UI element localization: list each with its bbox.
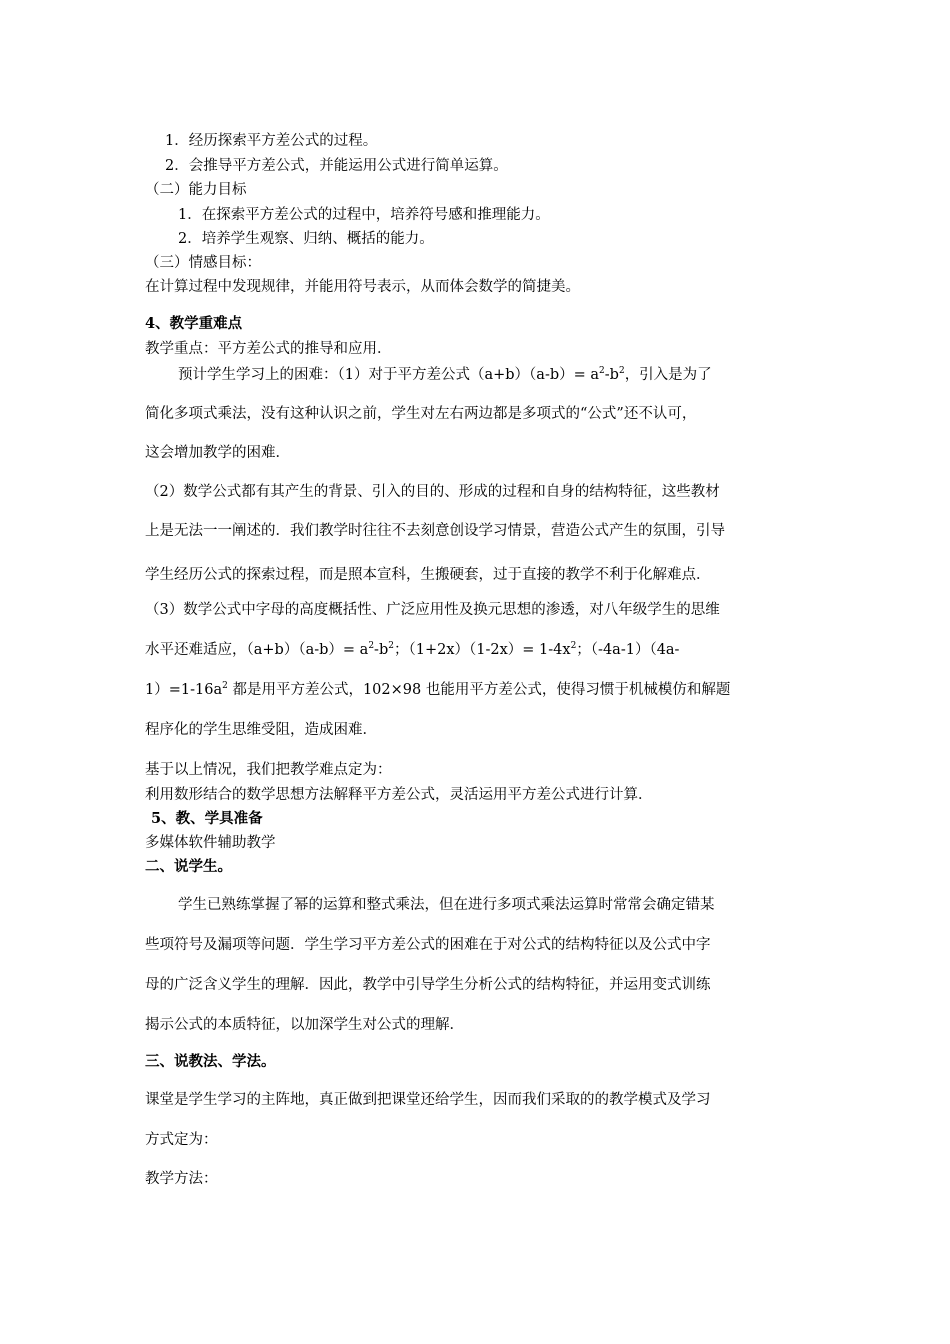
heading-students: 二、说学生。 <box>145 858 232 875</box>
superscript: 2 <box>368 641 375 651</box>
paragraph-line: 学生经历公式的探索过程，而是照本宣科，生搬硬套，过于直接的教学不利于化解难点． <box>145 567 711 583</box>
paragraph-line: （3）数学公式中字母的高度概括性、广泛应用性及换元思想的渗透，对八年级学生的思维 <box>145 602 720 618</box>
paragraph-line: 简化多项式乘法，没有这种认识之前，学生对左右两边都是多项式的“公式”还不认可， <box>145 406 697 422</box>
materials-text: 多媒体软件辅助教学 <box>145 835 276 851</box>
difficulty-intro-tail: ，引入是为了 <box>624 367 712 383</box>
superscript: 2 <box>618 366 625 376</box>
teaching-method-label: 教学方法： <box>145 1171 218 1187</box>
paragraph-line: 课堂是学生学习的主阵地，真正做到把课堂还给学生，因而我们采取的的教学模式及学习 <box>145 1092 711 1108</box>
heading-key-difficulties: 4、教学重难点 <box>145 315 243 332</box>
section-heading-ability: （二）能力目标 <box>145 182 247 198</box>
heading-materials: 5、教、学具准备 <box>151 810 263 827</box>
objective-item-2: 2．会推导平方差公式，并能运用公式进行简单运算。 <box>165 158 508 174</box>
formula-text: ；（-4a-1）（4a- <box>576 642 680 658</box>
paragraph-line: 程序化的学生思维受阻，造成困难． <box>145 722 377 738</box>
paragraph-line: 学生已熟练掌握了幂的运算和整式乘法，但在进行多项式乘法运算时常常会确定错某 <box>178 897 715 913</box>
emotion-text: 在计算过程中发现规律，并能用符号表示，从而体会数学的简捷美。 <box>145 279 580 295</box>
key-point-text: 教学重点：平方差公式的推导和应用． <box>145 341 392 357</box>
paragraph-line: 方式定为： <box>145 1132 218 1148</box>
formula-text: ；（1+2x）（1-2x）= 1-4x <box>393 642 571 658</box>
formula-text: 都是用平方差公式，102×98 也能用平方差公式，使得习惯于机械模仿和解题 <box>227 682 731 698</box>
ability-item-1: 1．在探索平方差公式的过程中，培养符号感和推理能力。 <box>178 207 550 223</box>
superscript: 2 <box>570 641 577 651</box>
superscript: 2 <box>388 641 394 651</box>
paragraph-line: 利用数形结合的数学思想方法解释平方差公式，灵活运用平方差公式进行计算． <box>145 787 653 803</box>
superscript: 2 <box>222 681 228 691</box>
paragraph-line: 些项符号及漏项等问题．学生学习平方差公式的困难在于对公式的结构特征以及公式中字 <box>145 937 711 953</box>
section-heading-emotion: （三）情感目标： <box>145 255 261 271</box>
paragraph-line: （2）数学公式都有其产生的背景、引入的目的、形成的过程和自身的结构特征，这些教材 <box>145 484 720 500</box>
superscript: 2 <box>599 366 605 376</box>
formula-text: 水平还难适应，（a+b）（a-b）= a <box>145 642 369 658</box>
heading-methods: 三、说教法、学法。 <box>145 1053 276 1070</box>
paragraph-line: 基于以上情况，我们把教学难点定为： <box>145 762 392 778</box>
formula-text: -b <box>604 367 619 383</box>
difficulty-intro-text: 预计学生学习上的困难：（1）对于平方差公式（a+b）（a-b）= a <box>178 367 600 383</box>
paragraph-line: 上是无法一一阐述的．我们教学时往往不去刻意创设学习情景，营造公式产生的氛围，引导 <box>145 523 725 539</box>
paragraph-line: 母的广泛含义学生的理解．因此，教学中引导学生分析公式的结构特征，并运用变式训练 <box>145 977 711 993</box>
paragraph-line: 揭示公式的本质特征，以加深学生对公式的理解． <box>145 1017 464 1033</box>
formula-text: -b <box>374 642 389 658</box>
ability-item-2: 2．培养学生观察、归纳、概括的能力。 <box>178 231 434 247</box>
formula-examples-line <box>145 641 679 659</box>
paragraph-line: 这会增加教学的困难． <box>145 445 290 461</box>
formula-text: 1）=1-16a <box>145 682 223 698</box>
formula-examples-line-2 <box>145 681 730 699</box>
difficulty-intro-line <box>178 366 712 384</box>
objective-item-1: 1．经历探索平方差公式的过程。 <box>165 133 378 149</box>
